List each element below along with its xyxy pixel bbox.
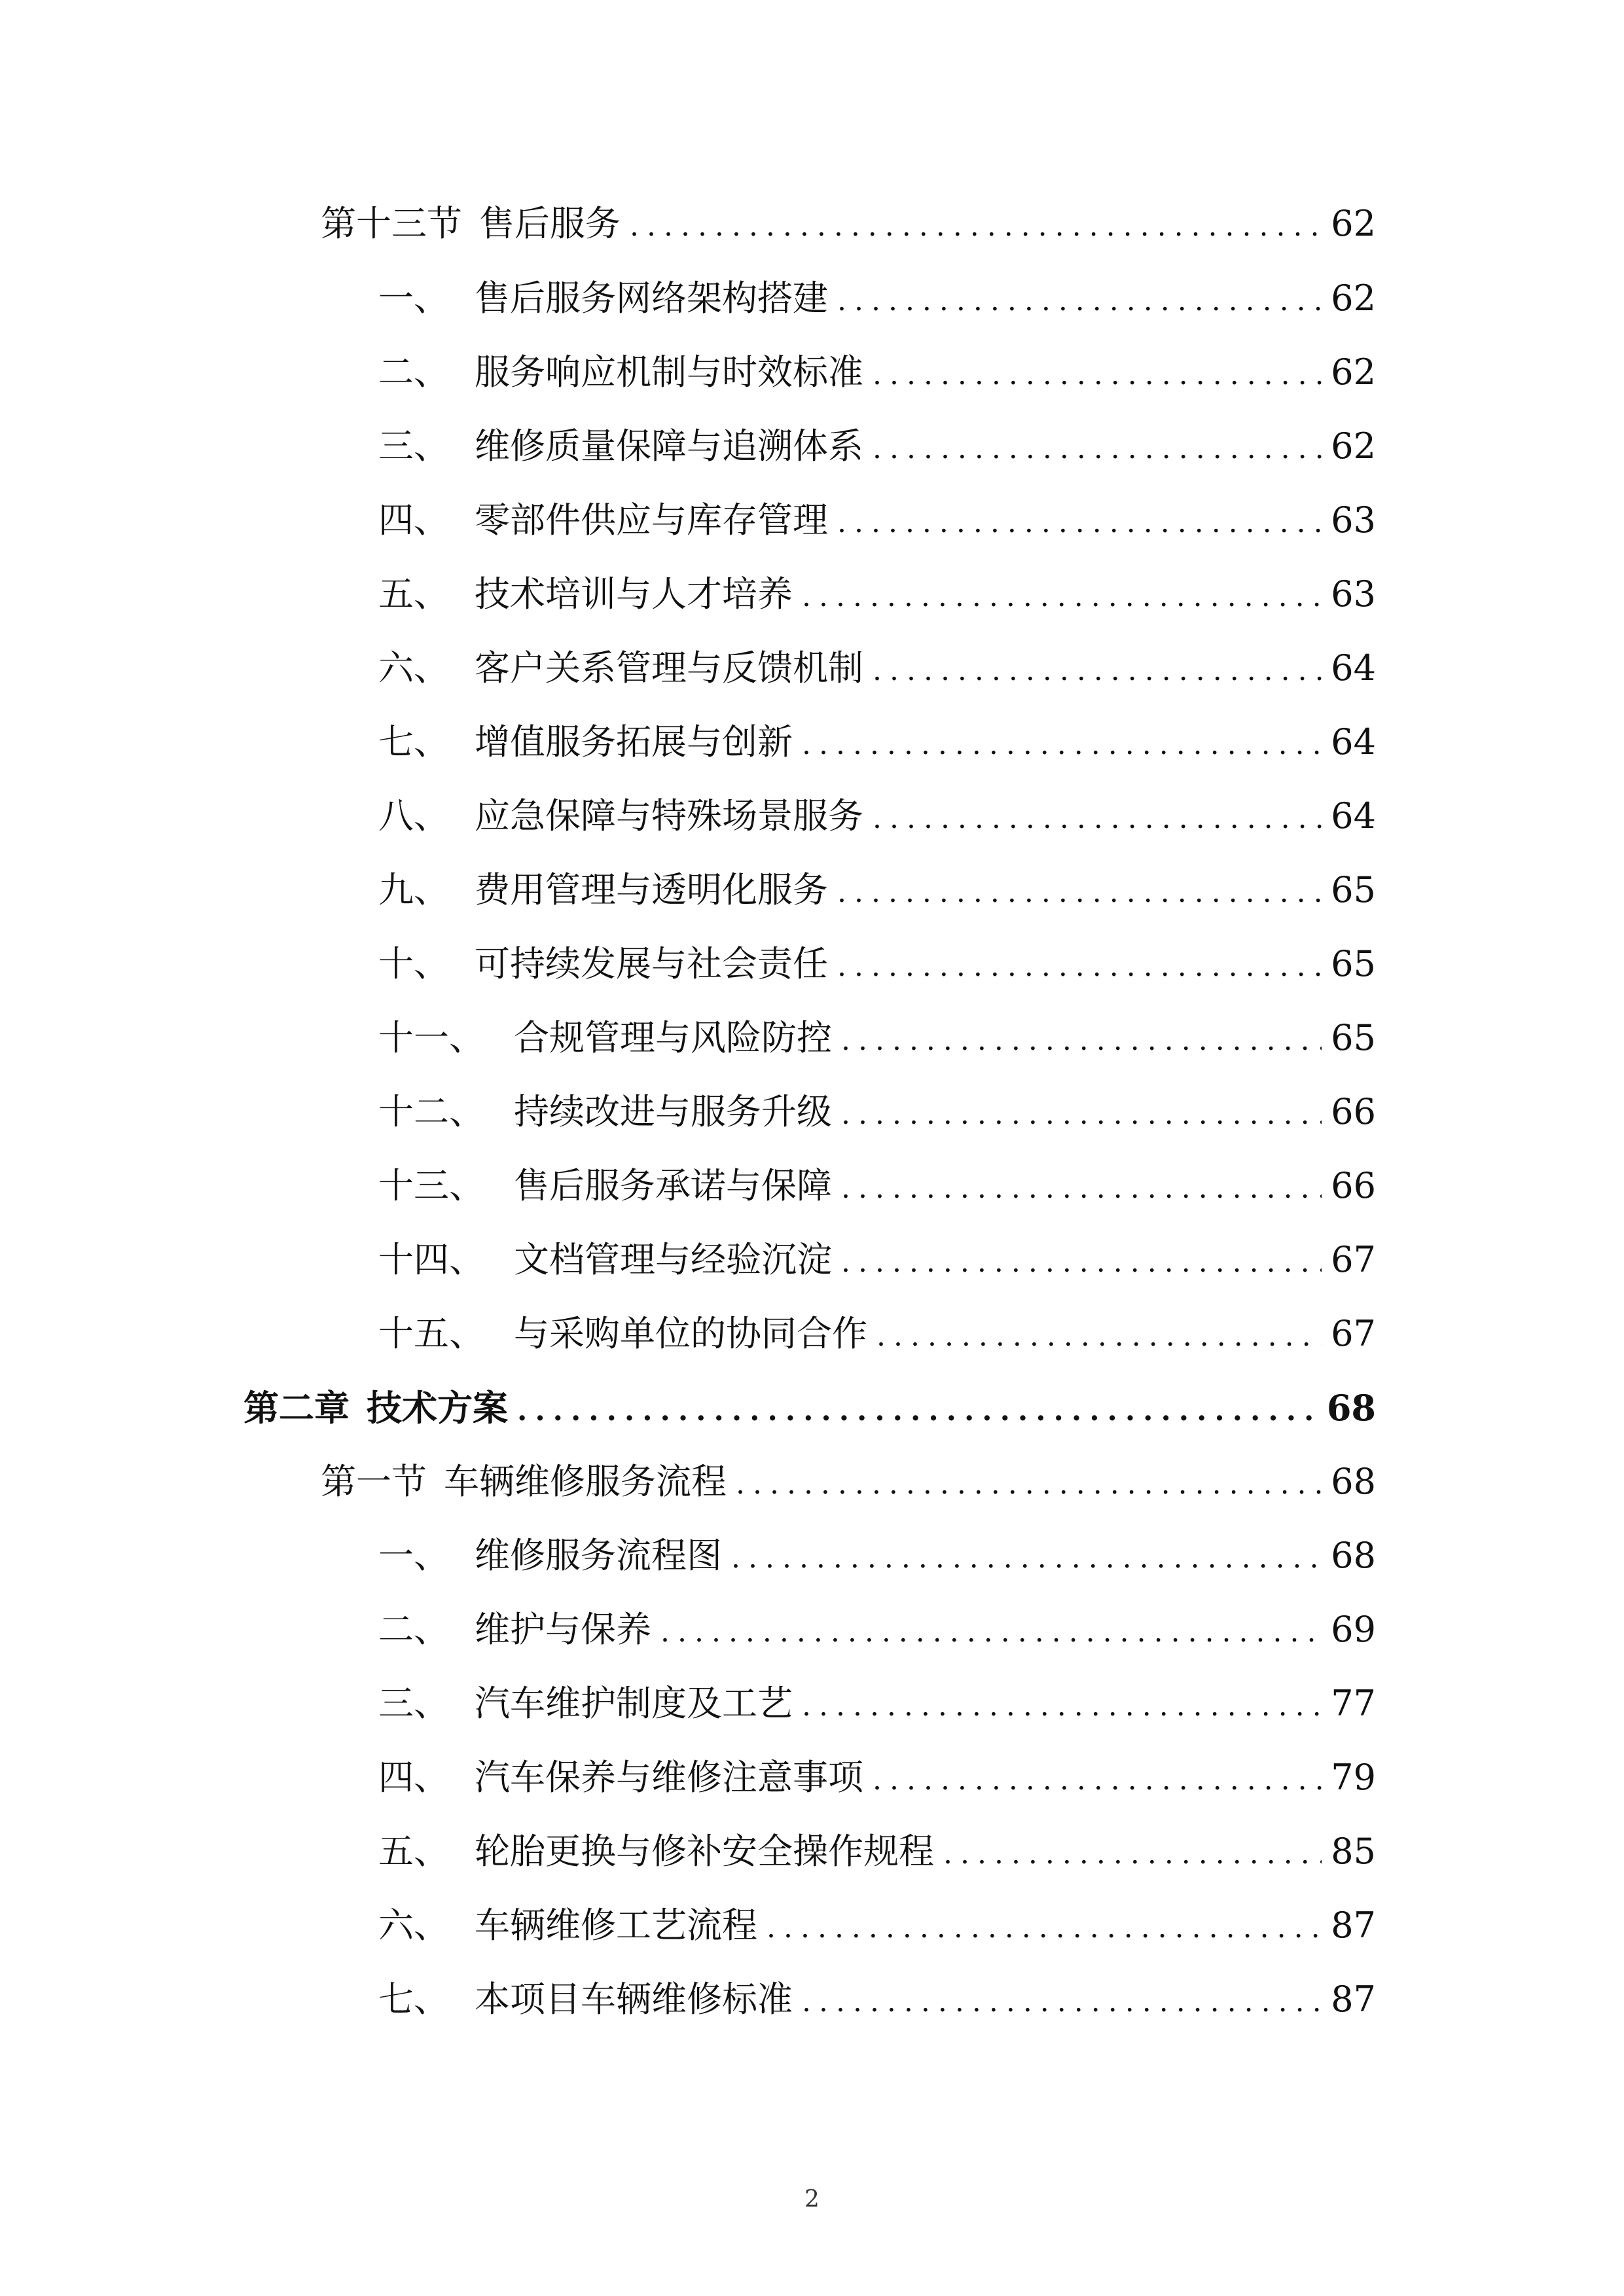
page-number: 2 [804, 2186, 820, 2213]
toc-entry-item[interactable] [378, 786, 1376, 846]
toc-entry-item[interactable] [378, 342, 1376, 403]
toc-dot-leader [517, 1381, 1318, 1441]
toc-entry-title: 轮胎更换与修补安全操作规程 [475, 1831, 934, 1872]
toc-entry-item[interactable] [378, 1969, 1376, 2030]
toc-entry-number: 四、 [378, 499, 449, 541]
toc-dot-leader [841, 1011, 1322, 1071]
toc-entry-number: 六、 [378, 1905, 449, 1946]
toc-entry-page: 64 [1331, 647, 1376, 689]
toc-entry-page: 65 [1331, 1017, 1376, 1058]
toc-entry-page: 67 [1331, 1313, 1376, 1354]
toc-dot-leader [802, 1972, 1322, 2032]
toc-entry-page: 68 [1331, 1461, 1376, 1502]
toc-entry-item[interactable] [378, 1230, 1376, 1290]
toc-entry-section[interactable] [321, 194, 1376, 254]
toc-entry-title: 持续改进与服务升级 [514, 1091, 832, 1132]
toc-dot-leader [802, 567, 1322, 627]
toc-entry-title: 应急保障与特殊场景服务 [475, 795, 863, 836]
toc-entry-title: 汽车保养与维修注意事项 [475, 1757, 863, 1798]
toc-entry-number: 十一、 [378, 1017, 484, 1058]
toc-dot-leader [873, 641, 1322, 701]
toc-entry-section[interactable] [321, 1452, 1376, 1512]
toc-entry-page: 87 [1331, 1979, 1376, 2020]
toc-entry-number: 七、 [378, 721, 449, 762]
toc-entry-page: 64 [1331, 721, 1376, 762]
toc-dot-leader [943, 1824, 1322, 1884]
toc-dot-leader [837, 863, 1322, 923]
toc-entry-page: 68 [1331, 1535, 1376, 1576]
toc-entry-number: 三、 [378, 1683, 449, 1724]
toc-entry-title: 汽车维护制度及工艺 [475, 1683, 793, 1724]
toc-entry-number: 一、 [378, 1535, 449, 1576]
toc-entry-number: 第一节 [321, 1461, 427, 1502]
toc-entry-number: 第二章 [244, 1387, 350, 1429]
toc-entry-number: 六、 [378, 647, 449, 689]
toc-entry-page: 63 [1331, 573, 1376, 615]
toc-entry-title: 售后服务承诺与保障 [514, 1165, 832, 1206]
toc-entry-item[interactable] [378, 1748, 1376, 1808]
toc-entry-title: 增值服务拓展与创新 [475, 721, 793, 762]
toc-entry-number: 九、 [378, 869, 449, 910]
toc-entry-item[interactable] [378, 1304, 1376, 1364]
toc-entry-item[interactable] [378, 1008, 1376, 1068]
toc-entry-number: 八、 [378, 795, 449, 836]
toc-entry-number: 第十三节 [321, 203, 462, 244]
toc-entry-item[interactable] [378, 1821, 1376, 1882]
toc-dot-leader [873, 1750, 1322, 1810]
toc-entry-title: 合规管理与风险防控 [514, 1017, 832, 1058]
toc-entry-page: 87 [1331, 1905, 1376, 1946]
toc-entry-title: 服务响应机制与时效标准 [475, 351, 863, 393]
toc-dot-leader [873, 419, 1322, 479]
toc-entry-page: 64 [1331, 795, 1376, 836]
toc-entry-page: 62 [1331, 351, 1376, 393]
toc-entry-number: 十三、 [378, 1165, 484, 1206]
toc-entry-number: 十、 [378, 943, 449, 984]
toc-dot-leader [841, 1232, 1322, 1293]
toc-entry-item[interactable] [378, 712, 1376, 772]
toc-entry-item[interactable] [378, 638, 1376, 698]
toc-dot-leader [876, 1306, 1322, 1367]
toc-entry-number: 五、 [378, 1831, 449, 1872]
toc-entry-title: 售后服务网络架构搭建 [475, 278, 828, 319]
toc-entry-item[interactable] [378, 1674, 1376, 1734]
toc-entry-page: 63 [1331, 499, 1376, 541]
toc-entry-number: 五、 [378, 573, 449, 615]
toc-entry-number: 二、 [378, 351, 449, 393]
toc-entry-title: 维修服务流程图 [475, 1535, 722, 1576]
toc-dot-leader [837, 271, 1322, 331]
toc-dot-leader [873, 789, 1322, 849]
toc-dot-leader [802, 715, 1322, 775]
toc-entry-item[interactable] [378, 416, 1376, 476]
toc-entry-page: 68 [1326, 1387, 1376, 1429]
toc-entry-title: 客户关系管理与反馈机制 [475, 647, 863, 689]
toc-entry-page: 69 [1331, 1609, 1376, 1650]
toc-entry-title: 技术培训与人才培养 [475, 573, 793, 615]
toc-entry-page: 77 [1331, 1683, 1376, 1724]
toc-entry-item[interactable] [378, 490, 1376, 550]
toc-entry-title: 与采购单位的协同合作 [514, 1313, 867, 1354]
toc-entry-title: 售后服务 [479, 203, 621, 244]
toc-entry-chapter[interactable] [244, 1378, 1376, 1438]
toc-entry-page: 65 [1331, 943, 1376, 984]
toc-entry-title: 文档管理与经验沉淀 [514, 1239, 832, 1280]
toc-entry-page: 66 [1331, 1091, 1376, 1132]
toc-entry-item[interactable] [378, 934, 1376, 994]
toc-entry-page: 85 [1331, 1831, 1376, 1872]
toc-entry-title: 可持续发展与社会责任 [475, 943, 828, 984]
toc-entry-page: 62 [1331, 425, 1376, 467]
toc-dot-leader [630, 196, 1322, 257]
toc-entry-title: 维护与保养 [475, 1609, 651, 1650]
toc-entry-number: 二、 [378, 1609, 449, 1650]
toc-dot-leader [767, 1898, 1322, 1958]
toc-entry-title: 车辆维修服务流程 [444, 1461, 727, 1502]
toc-entry-item[interactable] [378, 268, 1376, 329]
toc-dot-leader [736, 1454, 1322, 1515]
toc-dot-leader [837, 937, 1322, 997]
toc-dot-leader [731, 1528, 1322, 1588]
toc-entry-item[interactable] [378, 1526, 1376, 1586]
toc-entry-title: 费用管理与透明化服务 [475, 869, 828, 910]
toc-entry-number: 十五、 [378, 1313, 484, 1354]
toc-dot-leader [841, 1085, 1322, 1145]
toc-entry-title: 技术方案 [367, 1387, 508, 1429]
toc-entry-page: 62 [1331, 278, 1376, 319]
toc-dot-leader [873, 345, 1322, 405]
toc-entry-number: 七、 [378, 1979, 449, 2020]
toc-entry-number: 十二、 [378, 1091, 484, 1132]
toc-entry-page: 62 [1331, 203, 1376, 244]
toc-dot-leader [802, 1676, 1322, 1736]
toc-entry-item[interactable] [378, 1082, 1376, 1142]
toc-dot-leader [837, 493, 1322, 553]
toc-entry-title: 零部件供应与库存管理 [475, 499, 828, 541]
toc-entry-number: 三、 [378, 425, 449, 467]
toc-entry-item[interactable] [378, 1156, 1376, 1216]
toc-entry-item[interactable] [378, 1600, 1376, 1660]
toc-entry-number: 一、 [378, 278, 449, 319]
toc-dot-leader [841, 1158, 1322, 1219]
toc-entry-title: 本项目车辆维修标准 [475, 1979, 793, 2020]
toc-entry-number: 四、 [378, 1757, 449, 1798]
toc-entry-page: 67 [1331, 1239, 1376, 1280]
toc-entry-item[interactable] [378, 860, 1376, 920]
toc-entry-item[interactable] [378, 564, 1376, 624]
toc-entry-title: 维修质量保障与追溯体系 [475, 425, 863, 467]
toc-entry-page: 79 [1331, 1757, 1376, 1798]
toc-entry-page: 65 [1331, 869, 1376, 910]
toc-entry-page: 66 [1331, 1165, 1376, 1206]
toc-entry-number: 十四、 [378, 1239, 484, 1280]
toc-entry-title: 车辆维修工艺流程 [475, 1905, 757, 1946]
toc-dot-leader [660, 1602, 1322, 1662]
toc-entry-item[interactable] [378, 1895, 1376, 1956]
